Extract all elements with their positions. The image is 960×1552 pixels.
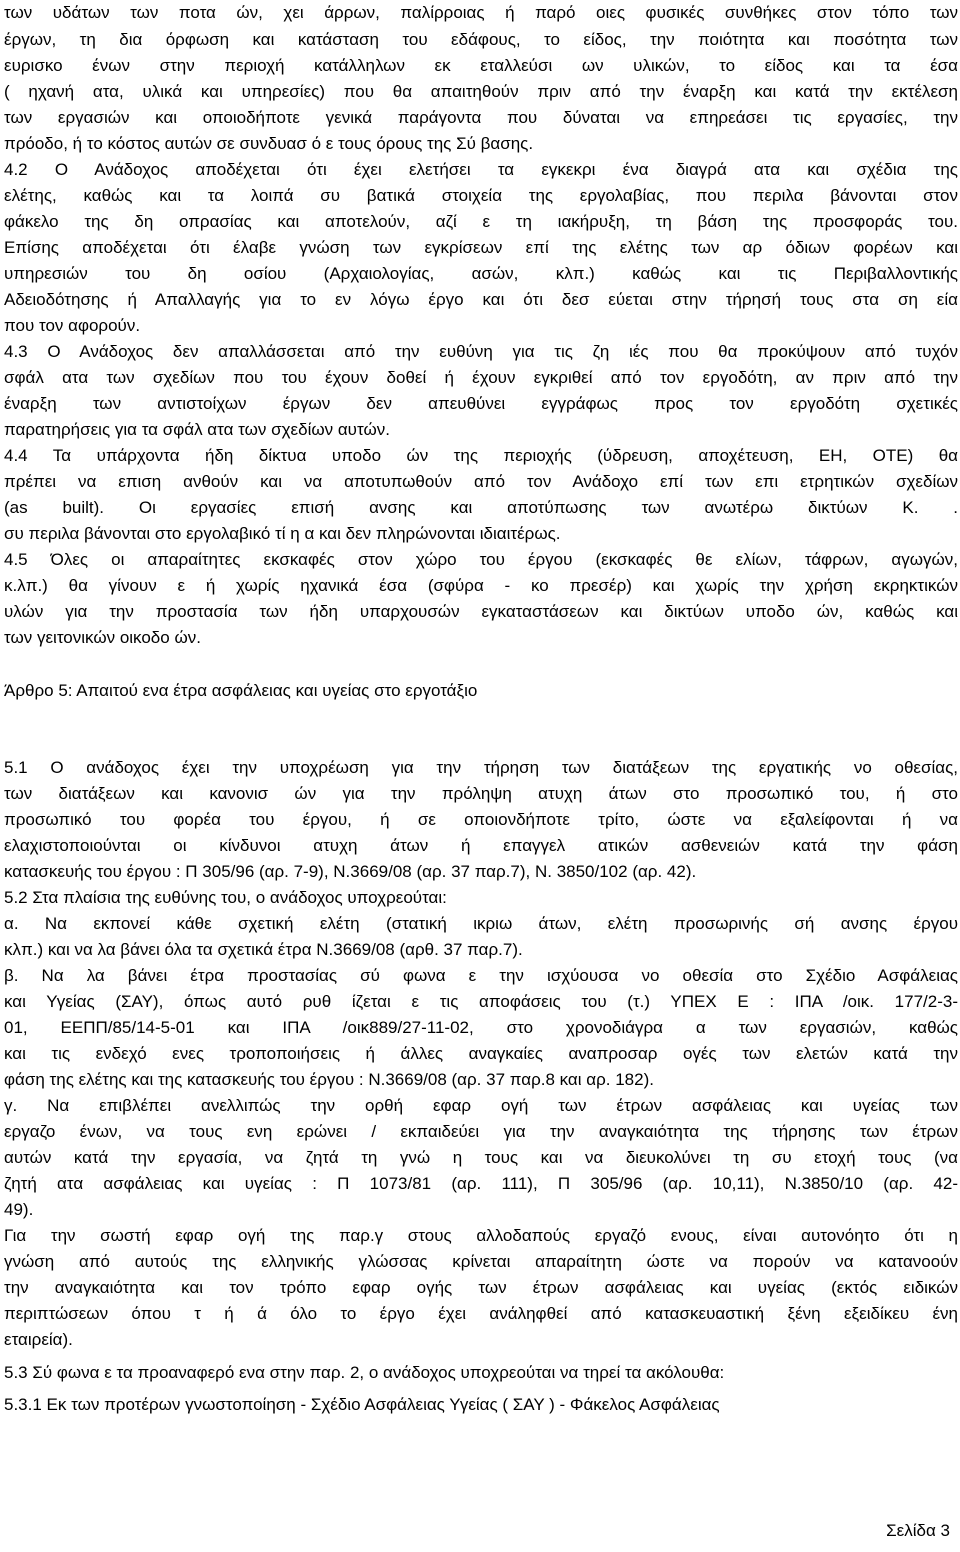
paragraph-line: παρατηρήσεις για τα σφάλ ατα των σχεδίων αυτών.: [4, 420, 390, 439]
paragraph-line: έργων, τη δια όρφωση και κατάσταση του εδάφους, το είδος, την ποιότητα και ποσότητα των: [4, 30, 958, 49]
paragraph-line: 4.2 Ο Ανάδοχος αποδέχεται ότι έχει ελετήσει τα εγκεκρι ένα διαγρά ατα και σχέδια της: [4, 160, 958, 179]
paragraph-line: συ περιλα βάνονται στο εργολαβικό τί η α και δεν πληρώνονται ιδιαιτέρως.: [4, 524, 561, 543]
paragraph-line: ελέτης, καθώς και τα λοιπά συ βατικά στοιχεία της εργολαβίας, που περιλα βάνονται στον: [4, 186, 958, 205]
paragraph-line: 4.5 Όλες οι απαραίτητες εκσκαφές στον χώρο του έργου (εκσκαφές θε ελίων, τάφρων, αγωγών,: [4, 550, 958, 569]
paragraph-line: 4.4 Τα υπάρχοντα ήδη δίκτυα υποδο ών της περιοχής (ύδρευση, αποχέτευση, ΕΗ, ΟΤΕ) θα: [4, 446, 958, 465]
paragraph-line: Επίσης αποδέχεται ότι έλαβε γνώση των εγκρίσεων επί της ελέτης των αρ όδιων φορέων και: [4, 238, 958, 257]
paragraph-line: και Υγείας (ΣΑΥ), όπως αυτό ρυθ ίζεται ε τις αποφάσεις του (τ.) ΥΠΕΧ Ε : ΙΠΑ /οικ. 177/2-3-: [4, 992, 958, 1011]
paragraph-line: (as built). Οι εργασίες επισή ανσης και αποτύπωσης των ανωτέρω δικτύων Κ. .: [4, 498, 958, 517]
paragraph-line: 4.3 Ο Ανάδοχος δεν απαλλάσσεται από την ευθύνη για τις ζη ιές που θα προκύψουν από τυχόν: [4, 342, 958, 361]
paragraph-line: Αδειοδότησης ή Απαλλαγής για το εν λόγω έργο και ότι δεσ εύεται στην τήρησή τους στα ση εία: [4, 290, 958, 309]
paragraph-line: εταιρεία).: [4, 1330, 73, 1349]
paragraph-line: ( ηχανή ατα, υλικά και υπηρεσίες) που θα απαιτηθούν πριν από την έναρξη και κατά την εκτέλεση: [4, 82, 958, 101]
paragraph-line: έναρξη των αντιστοίχων έργων δεν απευθύνει εγγράφως προς τον εργοδότη σχετικές: [4, 394, 958, 413]
paragraph-line: πρέπει να επιση ανθούν και να αποτυπωθούν από τον Ανάδοχο επί των επι ετρητικών σχεδίων: [4, 472, 958, 491]
paragraph-line: 5.3.1 Εκ των προτέρων γνωστοποίηση - Σχέδιο Ασφάλειας Υγείας ( ΣΑΥ ) - Φάκελος Ασφάλειας: [4, 1395, 720, 1414]
paragraph-line: εργαζο ένων, να τους ενη ερώνει / εκπαιδεύει για την αναγκαιότητα της τήρησης των έτρων: [4, 1122, 958, 1141]
paragraph-line: γνώση από αυτούς της ελληνικής γλώσσας κρίνεται απαραίτητη ώστε να πορούν να κατανοούν: [4, 1252, 958, 1271]
paragraph-line: περιπτώσεων όπου τ ή ά όλο το έργο έχει ανάληφθεί από κατασκευαστική ξένη εξειδίκευ ένη: [4, 1304, 958, 1323]
paragraph-line: γ. Να επιβλέπει ανελλιπώς την ορθή εφαρ ογή των έτρων ασφάλειας και υγείας των: [4, 1096, 958, 1115]
paragraph-line: ζητή ατα ασφάλειας και υγείας : Π 1073/81 (αρ. 111), Π 305/96 (αρ. 10,11), Ν.3850/10 (αρ. 42-: [4, 1174, 958, 1193]
article-heading: Άρθρο 5: Απαιτού ενα έτρα ασφάλειας και υγείας στο εργοτάξιο: [4, 681, 478, 700]
paragraph-line: ευρισκο ένων στην περιοχή κατάλληλων εκ εταλλεύσι ων υλικών, το είδος και τα έσα: [4, 56, 958, 75]
paragraph-line: που τον αφορούν.: [4, 316, 141, 335]
paragraph-line: φάκελο της δη οπρασίας και αποτελούν, αζί ε τη ιακήρυξη, τη βάση της προσφοράς του.: [4, 212, 958, 231]
paragraph-line: την αναγκαιότητα και τον τρόπο εφαρ ογής των έτρων ασφάλειας και υγείας (εκτός ειδικών: [4, 1278, 958, 1297]
paragraph-line: φάση της ελέτης και της κατασκευής του έργου : Ν.3669/08 (αρ. 37 παρ.8 και αρ. 182).: [4, 1070, 654, 1089]
paragraph-line: 5.1 Ο ανάδοχος έχει την υποχρέωση για την τήρηση των διατάξεων της εργατικής νο οθεσίας,: [4, 758, 958, 777]
paragraph-line: προσωπικό του φορέα του έργου, ή σε οποιονδήποτε τρίτο, ώστε να εξαλείφονται ή να: [4, 810, 958, 829]
paragraph-line: κ.λπ.) θα γίνουν ε ή χωρίς ηχανικά έσα (σφύρα - κο πρεσέρ) και χωρίς την χρήση εκρηκτικών: [4, 576, 958, 595]
paragraph-line: α. Να εκπονεί κάθε σχετική ελέτη (στατική ικριω άτων, ελέτη προσωρινής σή ανσης έργου: [4, 914, 958, 933]
paragraph-line: κατασκευής του έργου : Π 305/96 (αρ. 7-9), Ν.3669/08 (αρ. 37 παρ.7), Ν. 3850/102 (αρ. 42).: [4, 862, 697, 881]
paragraph-line: 01, ΕΕΠΠ/85/14-5-01 και ΙΠΑ /οικ889/27-11-02, στο χρονοδιάγρα α των εργασιών, καθώς: [4, 1018, 958, 1037]
paragraph-line: Για την σωστή εφαρ ογή της παρ.γ στους αλλοδαπούς εργαζό ενους, είναι αυτονόητο ότι η: [4, 1226, 958, 1245]
paragraph-line: των εργασιών και οποιοδήποτε γενικά παράγοντα που δύναται να επηρεάσει τις εργασίες, την: [4, 108, 958, 127]
paragraph-line: υλών για την προστασία των ήδη υπαρχουσών εγκαταστάσεων και δικτύων υποδο ών, καθώς και: [4, 602, 958, 621]
paragraph-line: 5.3 Σύ φωνα ε τα προαναφερό ενα στην παρ. 2, ο ανάδοχος υποχρεούται να τηρεί τα ακόλουθα:: [4, 1363, 725, 1382]
paragraph-line: β. Να λα βάνει έτρα προστασίας σύ φωνα ε την ισχύουσα νο οθεσία στο Σχέδιο Ασφάλειας: [4, 966, 958, 985]
paragraph-line: κλπ.) και να λα βάνει όλα τα σχετικά έτρα Ν.3669/08 (αρθ. 37 παρ.7).: [4, 940, 523, 959]
paragraph-line: ελαχιστοποιούνται οι κίνδυνοι ατυχη άτων ή επαγγελ ατικών ασθενειών κατά την φάση: [4, 836, 958, 855]
paragraph-line: των υδάτων των ποτα ών, χει άρρων, παλίρροιας ή παρό οιες φυσικές συνθήκες στον τόπο των: [4, 3, 958, 22]
paragraph-line: πρόοδο, ή το κόστος αυτών σε συνδυασ ό ε τους όρους της Σύ βασης.: [4, 134, 534, 153]
paragraph-line: σφάλ ατα των σχεδίων που του έχουν δοθεί ή έχουν εγκριθεί από τον εργοδότη, αν πριν από την: [4, 368, 958, 387]
paragraph-line: αυτών κατά την εργασία, να ζητά τη γνώ η τους και να διευκολύνει τη συ ετοχή τους (να: [4, 1148, 958, 1167]
page-number: Σελίδα 3: [886, 1521, 950, 1540]
paragraph-line: των γειτονικών οικοδο ών.: [4, 628, 201, 647]
paragraph-line: υπηρεσιών του δη οσίου (Αρχαιολογίας, ασών, κλπ.) καθώς και τις Περιβαλλοντικής: [4, 264, 958, 283]
paragraph-line: των διατάξεων και κανονισ ών για την πρόληψη ατυχη άτων στο προσωπικό του, ή στο: [4, 784, 958, 803]
paragraph-line: 5.2 Στα πλαίσια της ευθύνης του, ο ανάδοχος υποχρεούται:: [4, 888, 447, 907]
paragraph-line: 49).: [4, 1200, 34, 1219]
paragraph-line: και τις ενδεχό ενες τροποποιήσεις ή άλλες αναγκαίες αναπροσαρ ογές των ελετών κατά την: [4, 1044, 958, 1063]
